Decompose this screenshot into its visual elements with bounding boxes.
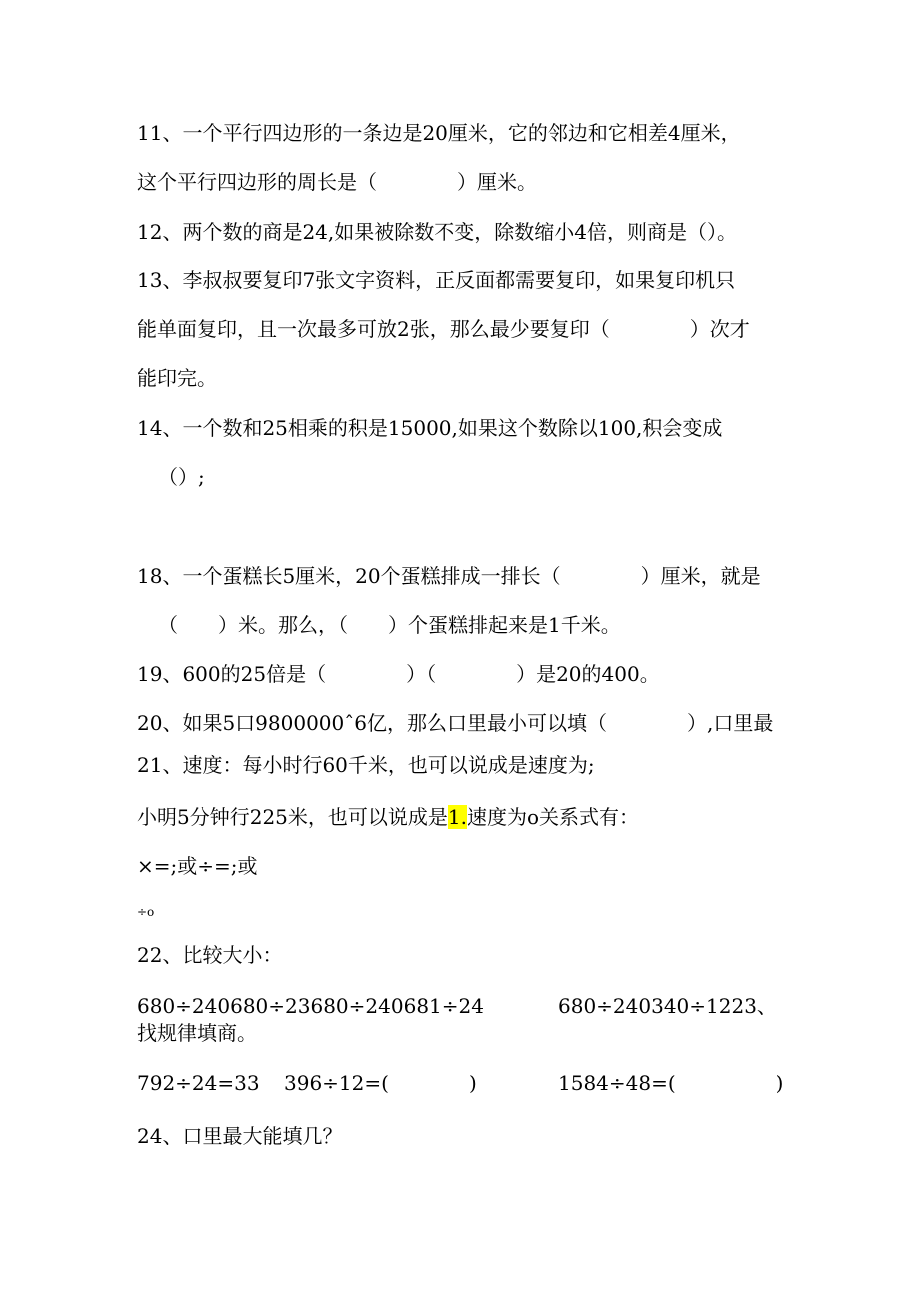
q23-expression-c: 1584÷48=( ) <box>558 1071 784 1095</box>
q13-line2: 能单面复印，且一次最多可放2张，那么最少要复印（ ）次才 <box>137 317 750 341</box>
q13-line3: 能印完。 <box>137 366 217 390</box>
q22-line1: 22、比较大小： <box>137 943 283 967</box>
q21-line2 <box>137 805 639 829</box>
q22-row-left: 680÷240680÷23680÷240681÷24 <box>137 994 484 1018</box>
q23-expression-b: 396÷12=( ) <box>284 1071 477 1095</box>
q11-line1: 11、一个平行四边形的一条边是20厘米，它的邻边和它相差4厘米， <box>137 121 741 145</box>
q13-line1: 13、李叔叔要复印7张文字资料，正反面都需要复印，如果复印机只 <box>137 268 736 292</box>
q20-line1: 20、如果5口9800000ˆ6亿，那么口里最小可以填（ ）,口里最 <box>137 711 774 735</box>
q23-title: 找规律填商。 <box>137 1021 257 1045</box>
q21-line2-after: 速度为o关系式有： <box>467 805 640 829</box>
highlighted-text: 1. <box>447 805 467 829</box>
q14-line2: （）; <box>158 465 205 489</box>
q21-line4: ÷o <box>137 905 155 919</box>
q24-line1: 24、口里最大能填几？ <box>137 1124 343 1148</box>
q19-line1: 19、600的25倍是（ ）（ ）是20的400。 <box>137 662 660 686</box>
q22-row-right: 680÷240340÷1223、 <box>558 994 777 1018</box>
q18-line2: （ ）米。那么，（ ）个蛋糕排起来是1千米。 <box>158 613 621 637</box>
q21-line2-before: 小明5分钟行225米，也可以说成是 <box>137 805 448 829</box>
q14-line1: 14、一个数和25相乘的积是15000,如果这个数除以100,积会变成 <box>137 416 723 440</box>
q21-line1: 21、速度：每小时行60千米，也可以说成是速度为; <box>137 753 595 777</box>
q12-line1: 12、两个数的商是24,如果被除数不变，除数缩小4倍，则商是（）。 <box>137 220 737 244</box>
q23-expression-a: 792÷24=33 <box>137 1071 260 1095</box>
q18-line1: 18、一个蛋糕长5厘米，20个蛋糕排成一排长（ ）厘米，就是 <box>137 564 761 588</box>
q11-line2: 这个平行四边形的周长是（ ）厘米。 <box>137 170 537 194</box>
q21-line3: ×=;或÷=;或 <box>137 854 258 878</box>
